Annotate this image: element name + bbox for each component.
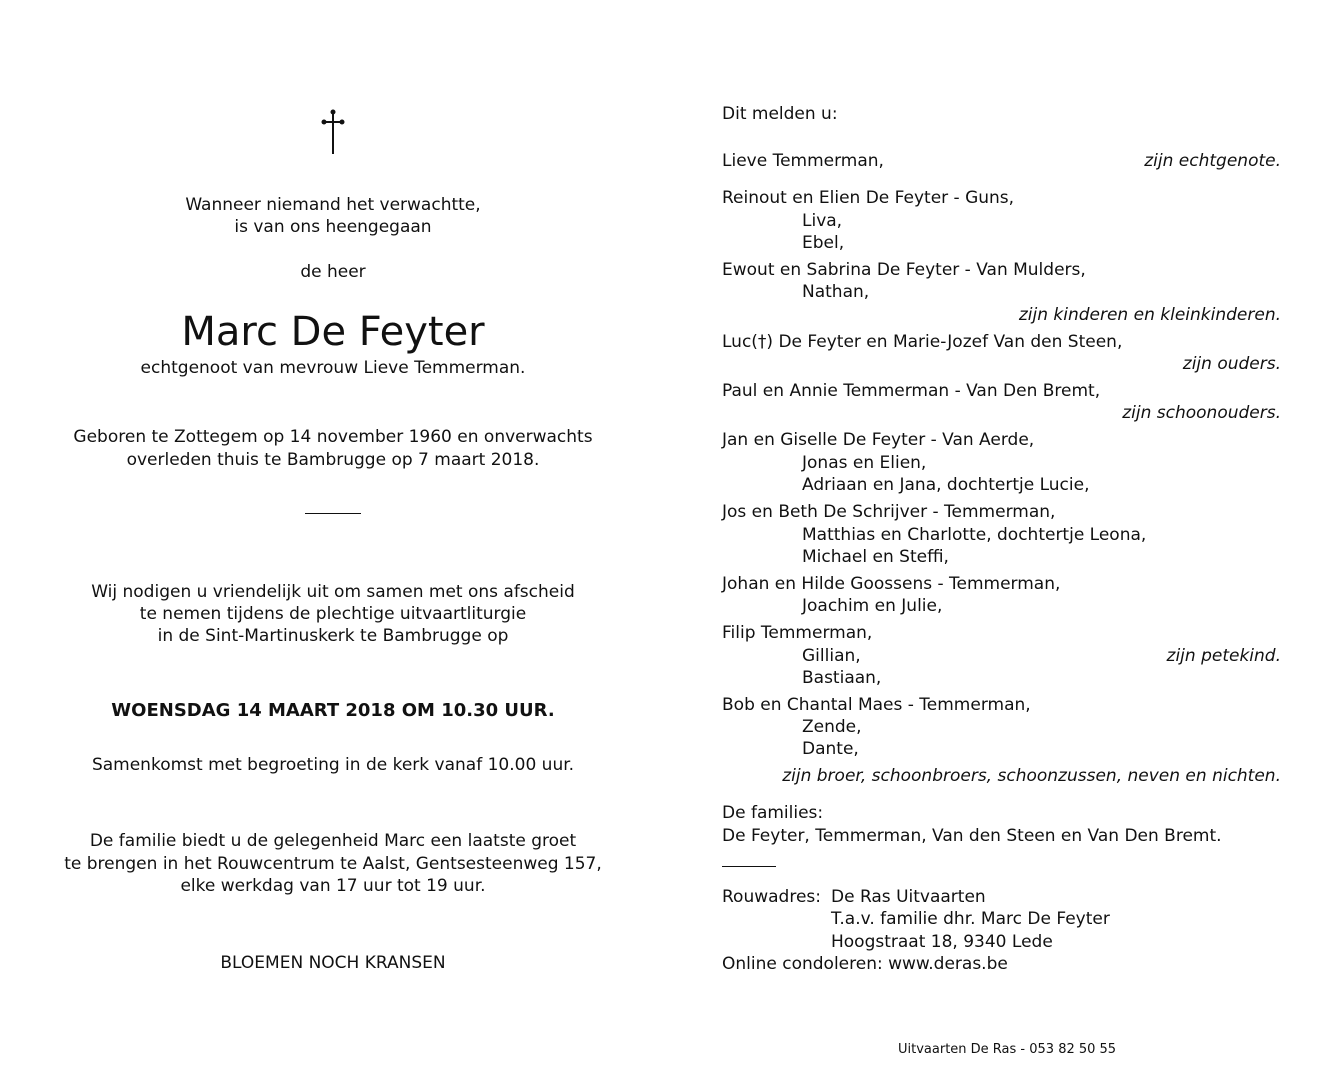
sibling-5: Bob en Chantal Maes - Temmerman, (722, 695, 1031, 715)
nephew: Michael en Steffi, (802, 547, 949, 567)
deceased-name: Marc De Feyter (181, 309, 485, 355)
children-role: zijn kinderen en kleinkinderen. (1018, 305, 1281, 325)
intro-line-2: is van ons heengegaan (234, 217, 432, 237)
nephew: Joachim en Julie, (802, 596, 943, 616)
siblings-role: zijn broer, schoonbroers, schoonzussen, neven en nichten. (782, 766, 1281, 786)
invite-line-1: Wij nodigen u vriendelijk uit om samen met ons afscheid (91, 582, 575, 602)
families: De Feyter, Temmerman, Van den Steen en Van Den Bremt. (722, 826, 1222, 846)
address-line-2: T.a.v. familie dhr. Marc De Feyter (831, 909, 1110, 929)
visit-line-3: elke werkdag van 17 uur tot 19 uur. (180, 876, 486, 896)
nephew: Bastiaan, (802, 668, 882, 688)
online-condolences: Online condoleren: www.deras.be (722, 954, 1008, 974)
families-label: De families: (722, 803, 824, 823)
child-1: Reinout en Elien De Feyter - Guns, (722, 188, 1015, 208)
title-prefix: de heer (300, 262, 366, 282)
birth-line-2: overleden thuis te Bambrugge op 7 maart 2018. (126, 450, 540, 470)
birth-line-1: Geboren te Zottegem op 14 november 1960 en onverwachts (73, 427, 593, 447)
godchild-role: zijn petekind. (1166, 646, 1281, 666)
nephew: Adriaan en Jana, dochtertje Lucie, (802, 475, 1090, 495)
spouse-line: echtgenoot van mevrouw Lieve Temmerman. (140, 358, 526, 378)
announce: Dit melden u: (722, 104, 838, 124)
invite-line-3: in de Sint-Martinuskerk te Bambrugge op (157, 626, 509, 646)
in-laws: Paul en Annie Temmerman - Van Den Bremt, (722, 381, 1101, 401)
grandchild: Ebel, (802, 233, 845, 253)
nephew: Dante, (802, 739, 859, 759)
visit-line-2: te brengen in het Rouwcentrum te Aalst, Gentsesteenweg 157, (64, 854, 602, 874)
funeral-date: WOENSDAG 14 MAART 2018 OM 10.30 UUR. (111, 700, 555, 721)
divider (722, 866, 776, 867)
nephew: Jonas en Elien, (802, 453, 927, 473)
grandchild: Nathan, (802, 282, 870, 302)
sibling-4: Filip Temmerman, (722, 623, 873, 643)
spouse-role: zijn echtgenote. (1144, 151, 1281, 171)
parents-role: zijn ouders. (1182, 354, 1281, 374)
address-line-3: Hoogstraat 18, 9340 Lede (831, 932, 1053, 952)
child-2: Ewout en Sabrina De Feyter - Van Mulders, (722, 260, 1086, 280)
address-label: Rouwadres: (722, 887, 821, 907)
parents: Luc(†) De Feyter en Marie-Jozef Van den Steen, (722, 332, 1123, 352)
nephew: Matthias en Charlotte, dochtertje Leona, (802, 525, 1147, 545)
nephew: Gillian, (802, 646, 861, 666)
sibling-2: Jos en Beth De Schrijver - Temmerman, (722, 502, 1056, 522)
visit-line-1: De familie biedt u de gelegenheid Marc een laatste groet (89, 831, 577, 851)
address-line-1: De Ras Uitvaarten (831, 887, 986, 907)
intro-line-1: Wanneer niemand het verwachtte, (185, 195, 481, 215)
sibling-1: Jan en Giselle De Feyter - Van Aerde, (722, 430, 1035, 450)
in-laws-role: zijn schoonouders. (1122, 403, 1281, 423)
flowers-note: BLOEMEN NOCH KRANSEN (220, 953, 446, 973)
gathering-note: Samenkomst met begroeting in de kerk vanaf 10.00 uur. (91, 755, 575, 775)
invite-line-2: te nemen tijdens de plechtige uitvaartliturgie (139, 604, 527, 624)
spouse-name: Lieve Temmerman, (722, 151, 884, 171)
nephew: Zende, (802, 717, 862, 737)
footer-credit: Uitvaarten De Ras - 053 82 50 55 (898, 1042, 1117, 1057)
grandchild: Liva, (802, 211, 843, 231)
sibling-3: Johan en Hilde Goossens - Temmerman, (722, 574, 1061, 594)
